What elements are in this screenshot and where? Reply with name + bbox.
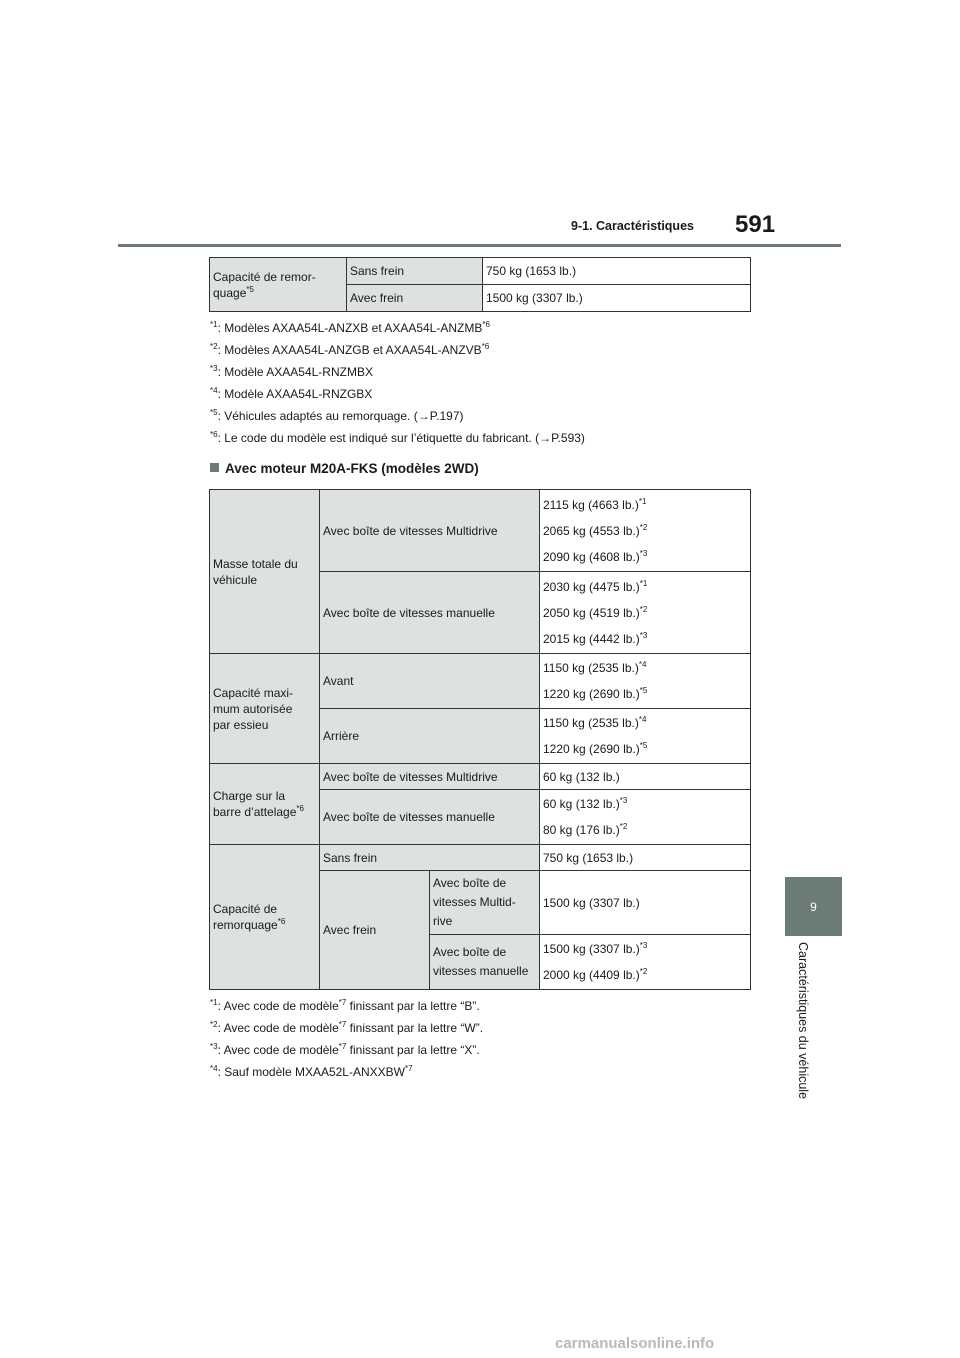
footnote: $^{*6}$: Le code du modèle est indiqué sur l’étiquette du fabricant. (→P.593) [210, 430, 585, 445]
multidrive-label: Avec boîte de vitesses Multidrive [320, 490, 540, 572]
value-line [543, 791, 747, 817]
value-line [543, 600, 747, 626]
value: 60 kg (132 lb.) [540, 764, 751, 790]
value-cell [540, 654, 751, 709]
arriere-label: Arrière [320, 709, 540, 764]
header-divider [118, 244, 841, 247]
chapter-name: Caractéristiques du véhicule [796, 942, 810, 1100]
avec-boite-man-label: Avec boîte de vitesses manuelle [430, 935, 540, 990]
value: 60 kg (132 lb.) [543, 797, 620, 811]
footnote: $^{*3}$: Modèle AXAA54L-RNZMBX [210, 364, 373, 379]
footnote-text: finissant par la lettre “X”. [346, 1043, 480, 1057]
remorq-label-cell [210, 845, 320, 990]
footnote-sup: *6 [482, 320, 490, 329]
value-sup: *2 [639, 967, 648, 976]
footnote: $^{*5}$: Véhicules adaptés au remorquage. (→P.197) [210, 408, 464, 423]
footnote-mark: *3 [210, 364, 218, 373]
charge-label: Charge sur la barre d’attelage [213, 789, 297, 819]
footnotes-1 [210, 317, 585, 449]
towing-table [209, 257, 751, 312]
value-cell [540, 572, 751, 654]
footnote-sup: *7 [338, 1020, 347, 1029]
value: 80 kg (176 lb.) [543, 823, 620, 837]
footnote-text: Modèles AXAA54L-ANZXB et AXAA54L-ANZMB [224, 321, 483, 335]
specs-table [209, 489, 751, 990]
value-line [543, 574, 747, 600]
value-sup: *3 [639, 630, 648, 640]
watermark: carmanualsonline.info [555, 1335, 715, 1352]
value-sup: *1 [638, 496, 647, 506]
charge-label-sup: *6 [296, 804, 304, 813]
value-line [543, 962, 747, 988]
footnote: $^{*2}$: Avec code de modèle$^{*7}$ finissant par la lettre “W”. [210, 1020, 484, 1035]
footnote-text: Modèle AXAA54L-RNZMBX [224, 365, 373, 379]
footnote-text: finissant par la lettre “B”. [346, 999, 480, 1013]
footnote-sup: *7 [404, 1064, 413, 1073]
towing-value: 1500 kg (3307 lb.) [483, 285, 751, 312]
value: 750 kg (1653 lb.) [540, 845, 751, 871]
value-line [543, 544, 747, 570]
footnote-text: Avec code de modèle [223, 999, 339, 1013]
value: 2000 kg (4409 lb.) [543, 968, 640, 982]
section-heading-text: Avec moteur M20A-FKS (modèles 2WD) [225, 461, 479, 476]
square-bullet-icon [210, 463, 219, 472]
avec-frein-label: Avec frein [320, 871, 430, 990]
value-sup: *3 [619, 796, 628, 805]
value-line [543, 492, 747, 518]
value: 1220 kg (2690 lb.) [543, 687, 640, 701]
footnote-text: Avec code de modèle [223, 1021, 339, 1035]
footnote-text: Avec code de modèle [223, 1043, 339, 1057]
value: 1500 kg (3307 lb.) [543, 942, 640, 956]
value-sup: *2 [639, 604, 648, 614]
value: 1500 kg (3307 lb.) [540, 871, 751, 935]
footnote-text: Modèles AXAA54L-ANZGB et AXAA54L-ANZVB [224, 343, 482, 357]
value-sup: *4 [638, 715, 647, 724]
value-line [543, 655, 747, 681]
value: 2050 kg (4519 lb.) [543, 605, 640, 620]
towing-value: 750 kg (1653 lb.) [483, 258, 751, 285]
footnote: $^{*4}$: Sauf modèle MXAA52L-ANXXBW$^{*7}$ [210, 1064, 413, 1079]
footnotes-2 [210, 995, 483, 1083]
value-cell [540, 790, 751, 845]
footnote-mark: *1 [210, 998, 218, 1007]
value: 1150 kg (2535 lb.) [543, 661, 639, 675]
value-cell [540, 490, 751, 572]
value-sup: *5 [639, 686, 648, 695]
value-sup: *3 [639, 941, 648, 950]
footnote: $^{*3}$: Avec code de modèle$^{*7}$ finissant par la lettre “X”. [210, 1042, 480, 1057]
value-sup: *1 [639, 578, 648, 588]
avant-label: Avant [320, 654, 540, 709]
footnote-mark: *4 [210, 1064, 218, 1073]
footnote-mark: *2 [210, 342, 218, 351]
footnote-sup: *6 [481, 342, 490, 351]
page-number: 591 [735, 211, 776, 238]
section-title: 9-1. Caractéristiques [571, 219, 694, 233]
value-sup: *2 [619, 822, 628, 831]
value-cell [540, 709, 751, 764]
value-line [543, 710, 747, 736]
footnote-text: Modèle AXAA54L-RNZGBX [224, 387, 373, 401]
value: 2065 kg (4553 lb.) [543, 523, 640, 538]
chapter-tab[interactable]: 9 [785, 877, 842, 936]
footnote-text: Véhicules adaptés au remorquage. (→P.197) [224, 409, 464, 423]
footnote: $^{*2}$: Modèles AXAA54L-ANZGB et AXAA54L-ANZVB$^{*6}$ [210, 342, 490, 357]
value-line [543, 681, 747, 707]
value-sup: *3 [639, 548, 648, 558]
masse-label: Masse totale du véhicule [210, 490, 320, 654]
footnote-mark: *4 [210, 386, 218, 395]
footnote-sup: *7 [338, 1042, 347, 1051]
value: 2090 kg (4608 lb.) [543, 549, 640, 564]
towing-label: Capacité de remor- quage [213, 269, 316, 300]
sans-frein-label: Sans frein [320, 845, 540, 871]
manuelle-label: Avec boîte de vitesses manuelle [320, 572, 540, 654]
value-line [543, 817, 747, 843]
value: 2015 kg (4442 lb.) [543, 631, 640, 646]
footnote: $^{*1}$: Avec code de modèle$^{*7}$ finissant par la lettre “B”. [210, 998, 480, 1013]
charge-label-cell [210, 764, 320, 845]
towing-type: Avec frein [347, 285, 483, 312]
value-sup: *4 [638, 660, 647, 669]
towing-type: Sans frein [347, 258, 483, 285]
value-cell [540, 935, 751, 990]
footnote-mark: *2 [210, 1020, 218, 1029]
footnote-mark: *6 [210, 430, 218, 439]
footnote-mark: *1 [210, 320, 218, 329]
value-line [543, 626, 747, 652]
footnote-text: Sauf modèle MXAA52L-ANXXBW [224, 1065, 405, 1079]
towing-label-cell [210, 258, 347, 312]
value: 1220 kg (2690 lb.) [543, 742, 640, 756]
footnote: $^{*1}$: Modèles AXAA54L-ANZXB et AXAA54L-ANZMB$^{*6}$ [210, 320, 490, 335]
value: 2115 kg (4663 lb.) [543, 497, 639, 512]
multidrive-label: Avec boîte de vitesses Multidrive [320, 764, 540, 790]
footnote-mark: *3 [210, 1042, 218, 1051]
value-sup: *2 [639, 522, 648, 532]
footnote-text: Le code du modèle est indiqué sur l’étiquette du fabricant. (→P.593) [224, 431, 585, 445]
towing-label-sup: *5 [246, 284, 254, 294]
footnote-sup: *7 [338, 998, 347, 1007]
value-line [543, 936, 747, 962]
value-sup: *5 [639, 741, 648, 750]
avec-boite-multi-label: Avec boîte de vitesses Multid- rive [430, 871, 540, 935]
value-line [543, 518, 747, 544]
remorq-label: Capacité de remorquage [213, 902, 278, 932]
value-line [543, 736, 747, 762]
value: 1150 kg (2535 lb.) [543, 716, 639, 730]
section-heading [210, 461, 479, 476]
essieu-label: Capacité maxi- mum autorisée par essieu [210, 654, 320, 764]
manuelle-label: Avec boîte de vitesses manuelle [320, 790, 540, 845]
footnote-text: finissant par la lettre “W”. [346, 1021, 484, 1035]
value: 2030 kg (4475 lb.) [543, 579, 640, 594]
footnote: $^{*4}$: Modèle AXAA54L-RNZGBX [210, 386, 373, 401]
remorq-label-sup: *6 [277, 917, 286, 926]
footnote-mark: *5 [210, 408, 218, 417]
